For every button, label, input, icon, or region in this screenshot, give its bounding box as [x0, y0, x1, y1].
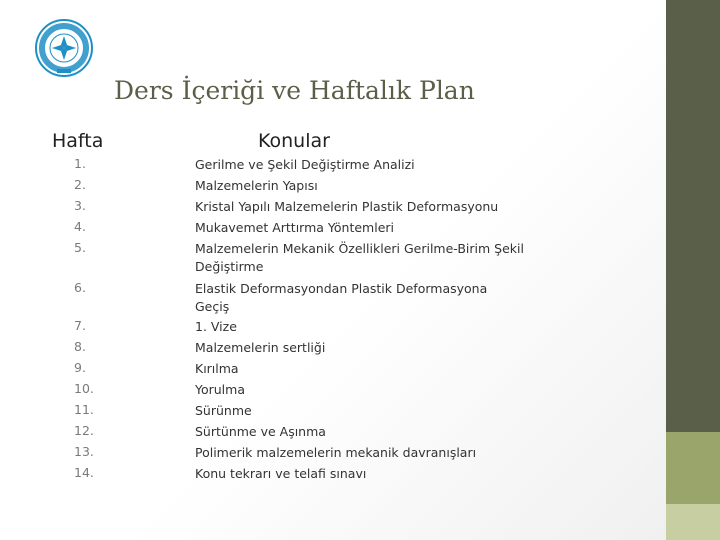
topic-text: Elastik Deformasyondan Plastik Deformasyona Geçiş: [195, 281, 488, 314]
side-bar-dark: [666, 0, 720, 432]
topic-text: Konu tekrarı ve telafi sınavı: [195, 466, 367, 481]
week-number: 14.: [74, 465, 94, 480]
week-number: 6.: [74, 280, 86, 295]
week-number: 1.: [74, 156, 86, 171]
topic-text: Yorulma: [195, 382, 245, 397]
topic-text: Sürtünme ve Aşınma: [195, 424, 326, 439]
decorative-side-bar: [666, 0, 720, 540]
week-number: 3.: [74, 198, 86, 213]
week-number: 12.: [74, 423, 94, 438]
week-number: 7.: [74, 318, 86, 333]
week-number: 2.: [74, 177, 86, 192]
topic-text: Gerilme ve Şekil Değiştirme Analizi: [195, 157, 415, 172]
side-bar-light: [666, 504, 720, 540]
university-seal-icon: [27, 18, 101, 78]
university-logo: [27, 18, 101, 78]
week-number: 8.: [74, 339, 86, 354]
topic-text: Sürünme: [195, 403, 252, 418]
topic-text: Polimerik malzemelerin mekanik davranışları: [195, 445, 477, 460]
side-bar-mid: [666, 432, 720, 504]
topic-text: Malzemelerin Yapısı: [195, 178, 318, 193]
week-number: 13.: [74, 444, 94, 459]
page-title: Ders İçeriği ve Haftalık Plan: [114, 76, 475, 105]
week-number: 10.: [74, 381, 94, 396]
week-number: 4.: [74, 219, 86, 234]
topic-text: Malzemelerin sertliği: [195, 340, 326, 355]
week-number: 9.: [74, 360, 86, 375]
topic-text: Malzemelerin Mekanik Özellikleri Gerilme-Birim Şekil Değiştirme: [195, 241, 524, 274]
week-number: 11.: [74, 402, 94, 417]
week-column-header: Hafta: [52, 130, 104, 152]
topic-text: Mukavemet Arttırma Yöntemleri: [195, 220, 394, 235]
topic-text: Kırılma: [195, 361, 239, 376]
topic-text: 1. Vize: [195, 319, 237, 334]
week-number: 5.: [74, 240, 86, 255]
topics-column-header: Konular: [258, 130, 330, 152]
topic-text: Kristal Yapılı Malzemelerin Plastik Deformasyonu: [195, 199, 499, 214]
